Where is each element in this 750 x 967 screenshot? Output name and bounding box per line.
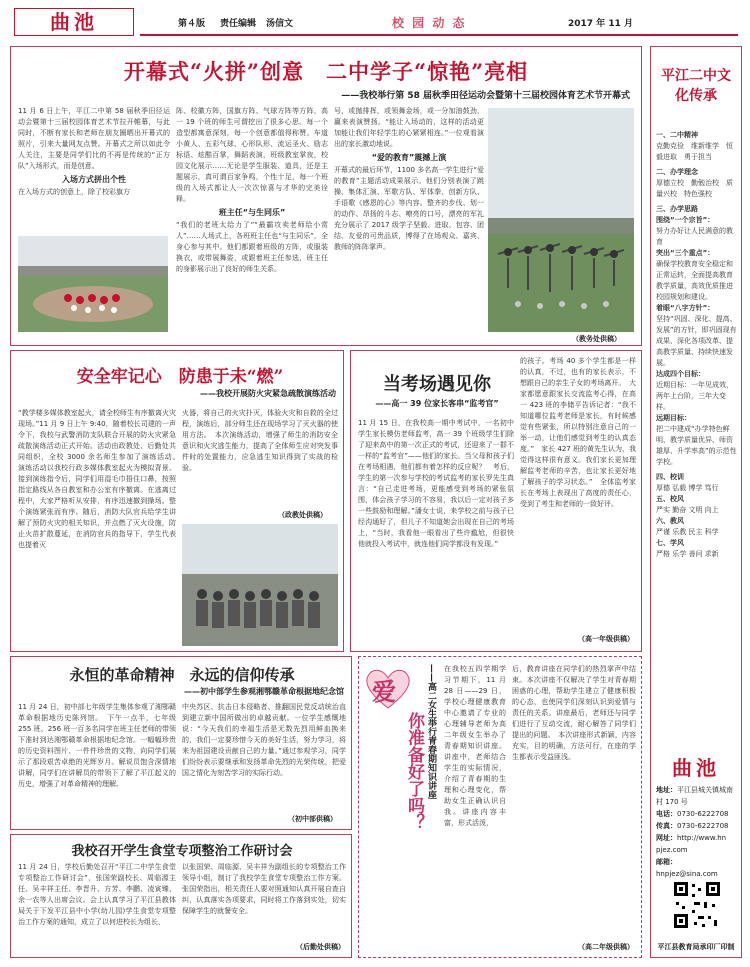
safety-column-1: “教学楼多媒体教室起火，请全校师生有序撤离火灾现场。”11 月 9 日上午 9:40，随着校长司建的一声令下，我校与武警消防支队联合开展的防火灾紧急疏散演练活动正式开始。活动由政教处、后勤处共同组织，全校 3000 余名师生参加了演练活动。 演练活动以我校行政多媒体教室起火为模拟背景。接到演练指令后，同学们用湿毛巾捂住口鼻，按照指定路线从各自教室和办公室有序撤离。在逃离过程中，大家严格听从安排，有序迅速撤到操场。整个演练紧张而有序。随后，消防大队官兵给学生讲解了预防火灾的相关知识，并点燃了灭火设施，防止火苗扩散蔓延，在消防官兵的指导下，学生代表也提着灭 [18, 409, 183, 549]
masthead-logo: 曲池 [14, 8, 134, 36]
contact-website[interactable]: 网址：http://www.hn pjez.com [656, 834, 727, 854]
sidebar-quote-heading: 着眼“八字方针”： [656, 304, 715, 312]
food-column-2: 以张国荣、周临源、吴丰祥为副组长的专项整治工作领导小组，制订了我校学生食堂专项整治工作方案。张国荣指出，相关责任人要对照通知认真开展自查自纠，认真落实各项要求，同时将工作落到实处，切实保障学生的就餐安全。 [182, 863, 346, 915]
lead-column-1: 11 月 6 日上午，平江二中第 58 届秋季田径运动会暨第十三届校园体育艺术节拉开帷幕，与此同时，不断有家长和老师在朋友圈晒出开幕式的照片，引来大量网友点赞。开幕式之所以如此令人关注，主要是同学们比的不再是传统的“正方队”入场形式，而是创意。 入场方式拼出个性 在入场方式的创意上，除了校彩旗方 [18, 107, 170, 196]
editor-label: 责任编辑 [220, 19, 257, 29]
qr-code-icon [672, 880, 722, 930]
sidebar-section: 七、学风 [656, 539, 684, 547]
sidebar-section-text: 严格 乐学 善问 求新 [656, 550, 719, 558]
food-credit: （后勤处供稿） [296, 943, 345, 951]
sidebar-quote-heading: 远期目标： [656, 414, 691, 422]
lead-subheadline: ——我校举行第 58 届秋季田径运动会暨第十三届校园体育艺术节开幕式 [341, 91, 630, 101]
safety-credit: （政教处供稿） [278, 511, 327, 519]
sidebar-quote-text: 把二中建成“办学特色鲜明、教学质量优异、师资雄厚、升学率高”的示范性学校。 [656, 425, 737, 466]
sidebar-quote-heading: 围绕“一个宗旨”： [656, 216, 715, 224]
lead-column-3: 号，或抛排挥，或领舞金场，或一分加油鼓劲，赢来表演赞扬。“能让入场动的，这样的活动更加能让我们年轻学生的心紧紧相连。”一位观看演出的家长激动地说。 “爱的教育”震撼上演 开幕式的最后环节，1100 多名高一学生进行“爱的教育”主题活动成果展示。他们分别表演了跳操、集体汇演、军歌方队、军体拳、创新方队、手语歌《感恩的心》等内容。整齐的步伐、划一的动作、昂扬的斗志、嘹亮的口号，漂亮的军礼充分展示了 2017 级学子坚毅、进取、包容、团结、友爱的可贵品质，博得了在场观众、嘉宾、教师的阵阵掌声。 [334, 107, 484, 251]
exam-column-2: 的孩子。考场 40 多个学生都是一样的认真，不过，也有的家长表示，不想跟自己的亲生子女的考场离开。 大家都愿意跟家长交流监考心得，在高一 423 班的李储平告诉记者：“我不知道哪位监考老师是家长，有时候感觉有些紧张，所以特别注意自己的一举一动，让他们感觉到考生的认真态度。” 家长 427 班的黄先生认为，我觉得这样很有意义。我们家长更加理解监考老师的辛苦，也让家长更好地了解孩子的学习状态。” 全体监考家长在考场上表现出了高度的责任心，受到了考生和老师的一致好评。 [520, 357, 636, 508]
sidebar-section-text: 克勤克俭 维新维学 恒毅进取 勇于担当 [656, 142, 733, 161]
sidebar-quote-text: 坚持“巩固、深化、提高、发展”的方针，即巩固现有成果、深化各项改革、提高教学质量、持续快速发展。 [656, 315, 737, 367]
safety-subheadline: ——我校开展防火灾紧急疏散演练活动 [200, 389, 336, 398]
contact-phone: 电话：0730-6222708 [656, 810, 729, 818]
sidebar-quote-text: 确保学校教育安全稳定和正常运转，全面提高教育教学质量，高效优质推进校园规划和建设。 [656, 260, 733, 301]
sidebar-body [656, 130, 738, 560]
exam-credit: （高一年级供稿） [578, 635, 634, 643]
safety-headline: 安全牢记心 防患于未“燃” [76, 367, 284, 387]
lead-column-2: 阵、校徽方阵，国旗方阵、气球方阵等方阵，高一 19 个班的师生可谓挖出了很多心思。每一个造型都寓意深刻，每一个创意都值得称赞。车道小黄人、五彩气球、心形队形、流运圣火、励志标语、炫酷百掌，舞蹈表演，班级教室掌夜，校园文化展示……无论是学生服装、道具，还是主题展示，真可谓百家争鸣，个性十足，每一个班级的入场式都让人一次次惊喜与才华的完美诠释。 班主任“与生同乐” “我们的老班太给力了”“最霸攻卖老师给小赏人”……人场式上，各班班主任也“与生同乐”，全身心参与其中。他们都跟着班级的方阵，或服装换衣，或带展舞姿，或跟着班主任参选，班主任的身影展示出了良好的师生关系。 [176, 107, 328, 273]
sidebar-section-text: 严谨 乐教 民主 科学 [656, 528, 719, 536]
lead-subhead-1: 入场方式拼出个性 [62, 175, 126, 184]
revolution-headline: 永恒的革命精神 永远的信仰传承 [69, 666, 295, 684]
lead-credit: （教务处供稿） [572, 335, 621, 343]
love-subtitle: ——高二女生举行青春期知识讲座 [426, 664, 436, 799]
contact-fax: 传真：0730-6222708 [656, 822, 729, 830]
food-column-1: 11 月 24 日，学校后勤处召开“平江二中学生食堂专项整治工作研讨会”，张国荣副校长、周临源主任、吴丰祥主任、李晋升、方芳、李鹏、凌寅臻、余一农等人出席会议。会上认真学习了平江县教体局关于下发平江县中小学(幼儿园)学生食堂专项整治工作方案的通知，成立了以何进校长为组长， [18, 863, 176, 926]
sidebar-section: 五、校风 [656, 495, 684, 503]
lead-subhead-2: 班主任“与生同乐” [218, 208, 286, 217]
revolution-subheadline: ——初中部学生参观湘鄂赣革命根据地纪念馆 [184, 687, 344, 696]
sidebar-section-text: 严实 勤奋 文明 向上 [656, 506, 719, 514]
sidebar-title: 平江二中文化传承 [661, 68, 731, 104]
sidebar-section-text: 厚德 弘毅 博学 笃行 [656, 484, 719, 492]
lead-headline: 开幕式“火拼”创意 二中学子“惊艳”亮相 [123, 59, 529, 84]
love-big-char: 爱 [372, 677, 396, 706]
food-headline: 我校召开学生食堂专项整治工作研讨会 [71, 844, 293, 859]
page-number: 第４版 [178, 19, 206, 29]
masthead-rule [140, 34, 738, 36]
section-title: 校 园 动 态 [392, 16, 467, 30]
safety-column-2: 火器，将自己的火灾扑灭，体验火灾和自救的全过程，演练后，部分师生还在现场学习了灭火器的使用方法。 本次演练活动，增强了师生的消防安全意识和火灾逃生能力，提高了全体师生应对突发事件时的处置能力，应急逃生知识得到了实战的检验。 [182, 409, 338, 472]
revolution-column-1: 11 月 24 日，初中部七年级学生集体参观了湘鄂赣革命根据地历史陈列馆。 下午一点半，七年级 255 班、256 班一百多名同学在班主任老师的带领下准时到达湘鄂赣革命根据地纪念馆。一幅幅珍贵的历史资料图片、一件件珍贵的文物，向同学们展示了那段艰苦卓绝的光辉岁月。解说员饱含深情地讲解，同学们在讲解员的带领下了解了平江起义的历史，增强了对革命精神的理解。 [18, 703, 176, 788]
exam-column-1: 11 月 15 日，在我校高一期中考试中，一名初中学生家长模仿老师监考，高一 39 个班级学生们除了迎来高中的第一次正式的考试，还迎来了一群不一样的“监考官”——他们的家长。当父母和孩子们在考场相遇，他们都有着怎样的反应呢？ 考后，学生的第一次参与学校的考试监考的家长罗先生真言：“自己走进考场，更能感受到考场的紧张氛围，体会孩子学习的不容易，我以后一定对孩子多一些鼓励和理解。”潘女士说，来学校之前与孩子已经沟通好了，但儿子不知道她会出现在自己的考场上，“当时，我看他一眼看出了些许尴尬，但很快他就投入考试中，就连他们同学都没有发现。” [358, 419, 514, 548]
sidebar-logo: 曲池 [672, 756, 720, 780]
lead-subhead-3: “爱的教育”震撼上演 [371, 153, 447, 162]
sidebar-section: 一、二中精神 [656, 131, 698, 139]
love-column-2: 后，教育讲座在同学们的热烈掌声中结束。本次讲座不仅解决了学生对青春期困惑的心理，帮助学生建立了健康积极的心态，也使同学们深刻认识到爱情与责任的关系。讲座最后，老师还与同学们进行了互动交流，耐心解答了同学们提出的问题。 本次讲座形式新颖，内容充实，目的明确，方法可行，在座的学生都表示受益匪浅。 [512, 665, 636, 761]
revolution-column-2: 中央苏区、抗击日本侵略者、推翻国民党反动统治直到建立新中国所做出的卓越贡献。一位学生感慨地说：“今天我们的幸福生活是无数先烈用鲜血换来的，我们一定要珍惜今天的美好生活，努力学习，将来为祖国建设贡献自己的力量。”通过参观学习，同学们纷纷表示要继承和发扬革命先烈的光荣传统，把爱国之情化为刻苦学习的实际行动。 [182, 703, 346, 777]
lead-photo-1 [18, 236, 168, 332]
sidebar-section: 六、教风 [656, 517, 684, 525]
sidebar-section-text: 厚德立校 勤勉治校 质量兴校 特色强校 [656, 179, 733, 198]
sports-field-photo [18, 236, 168, 332]
contact-address: 地址：平江县城关镇城南村 170 号 [656, 786, 733, 806]
love-credit: （高二年级供稿） [578, 943, 634, 951]
contact-email[interactable]: 邮箱：hnpjez@sina.com [656, 858, 718, 878]
issue-date: 2017 年 11 月 [568, 19, 633, 29]
lead-photo-2 [488, 108, 634, 332]
sidebar-section: 四、校训 [656, 473, 684, 481]
sidebar-contact [656, 784, 738, 880]
qr-code [672, 880, 722, 930]
sidebar-quote-heading: 突出“三个重点”： [656, 249, 715, 257]
revolution-credit: （初中部供稿） [288, 815, 337, 823]
masthead [0, 0, 750, 40]
sidebar-section: 二、办学理念 [656, 168, 698, 176]
sidebar-quote-heading: 达成四个目标： [656, 370, 705, 378]
sidebar-footer: 平江县教育局承印厂印制 [657, 943, 735, 951]
editor-name: 汤信文 [266, 19, 294, 29]
sidebar-quote-text: 努力办好让人民满意的教育 [656, 227, 733, 246]
exam-subheadline: ——高一 39 位家长客串“监考官” [375, 399, 499, 408]
sidebar-section: 三、办学思路 [656, 205, 698, 213]
sidebar-quote-text: 近期目标：一年见成效，两年上台阶，三年大变样。 [656, 381, 733, 411]
love-column-1: 在我校五四学期学习节期下，11 月 28 日——29 日，学校心理健康教育中心邀请了专业的心理辅导老师为高二年级女生举办了青春期知识讲座。讲座中，老师结合学生的实际情况，介绍了青春期的生理和心理变化，帮助女生正确认识自我。讲座内容丰富，形式活泼， [444, 665, 506, 827]
dance-performance-photo [488, 108, 634, 332]
fire-drill-photo [182, 524, 338, 646]
exam-headline: 当考场遇见你 [383, 374, 491, 395]
love-vertical-title: 你准备好了吗？ [404, 712, 424, 831]
safety-photo [182, 524, 338, 646]
